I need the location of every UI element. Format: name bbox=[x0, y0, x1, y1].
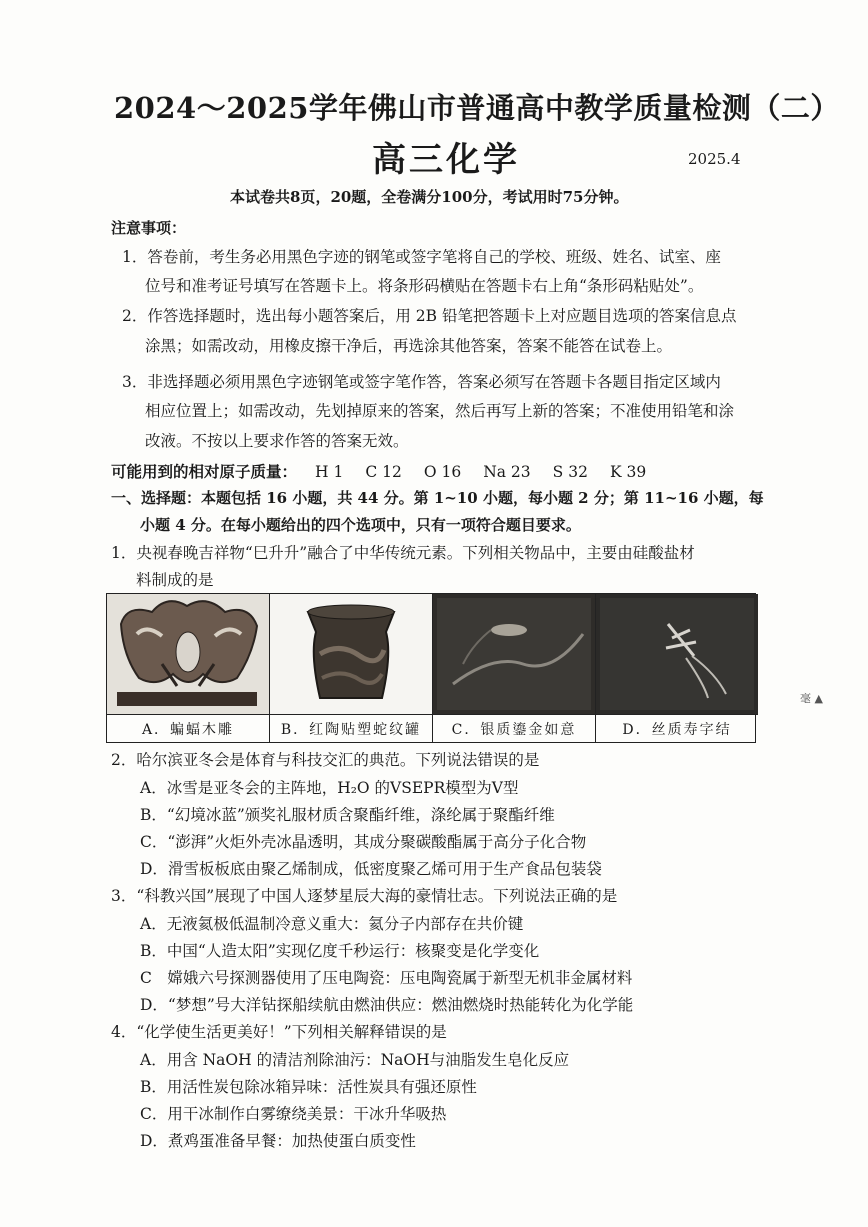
atomic-mass-k: K 39 bbox=[609, 463, 647, 481]
q1-option-d-caption: D．丝质寿字结 bbox=[622, 721, 732, 738]
q2-option-b: B．“幻境冰蓝”颁奖礼服材质含聚酯纤维，涤纶属于聚酯纤维 bbox=[140, 806, 555, 824]
q1-option-a-image bbox=[107, 594, 269, 715]
atomic-mass-label: 可能用到的相对原子质量： bbox=[111, 462, 298, 481]
exam-date: 2025.4 bbox=[688, 150, 741, 168]
atomic-mass-h: H 1 bbox=[315, 463, 344, 481]
q1-figure-table bbox=[106, 593, 756, 743]
atomic-mass-s: S 32 bbox=[552, 463, 588, 481]
exam-title: 2024～2025学年佛山市普通高中教学质量检测（二） bbox=[114, 91, 840, 125]
note-3-line-2: 相应位置上；如需改动，先划掉原来的答案，然后再写上新的答案；不准使用铅笔和涂 bbox=[145, 402, 735, 420]
q1-option-a-caption: A．蝙蝠木雕 bbox=[141, 721, 235, 738]
q1-option-b-cell bbox=[270, 594, 433, 742]
note-1-line-1: 1．答卷前，考生务必用黑色字迹的钢笔或签字笔将自己的学校、班级、姓名、试室、座 bbox=[122, 248, 721, 266]
note-2-line-2: 涂黑；如需改动，用橡皮擦干净后，再选涂其他答案，答案不能答在试卷上。 bbox=[145, 337, 673, 355]
q3-option-a: A．无液氦极低温制冷意义重大：氦分子内部存在共价键 bbox=[140, 915, 524, 933]
subject-title: 高三化学 bbox=[372, 140, 520, 180]
note-3-line-1: 3．非选择题必须用黑色字迹钢笔或签字笔作答，答案必须写在答题卡各题目指定区域内 bbox=[122, 373, 721, 391]
q3-option-c: C 嫦娥六号探测器使用了压电陶瓷：压电陶瓷属于新型无机非金属材料 bbox=[140, 969, 633, 987]
q1-option-d-cell bbox=[596, 594, 758, 742]
notes-heading: 注意事项： bbox=[111, 219, 187, 237]
q4-stem: 4．“化学使生活更美好！”下列相关解释错误的是 bbox=[111, 1023, 447, 1041]
q1-option-b-caption: B．红陶贴塑蛇纹罐 bbox=[280, 721, 422, 738]
q1-option-d-image bbox=[596, 594, 758, 715]
q2-option-d: D．滑雪板板底由聚乙烯制成，低密度聚乙烯可用于生产食品包装袋 bbox=[140, 860, 602, 878]
q1-option-c-caption: C．银质鎏金如意 bbox=[451, 721, 577, 738]
q3-option-b: B．中国“人造太阳”实现亿度千秒运行：核聚变是化学变化 bbox=[140, 942, 540, 960]
q1-option-b-image bbox=[270, 594, 432, 715]
q1-option-a-cell bbox=[107, 594, 270, 742]
q4-option-d: D．煮鸡蛋准备早餐：加热使蛋白质变性 bbox=[140, 1132, 416, 1150]
atomic-mass-c: C 12 bbox=[365, 463, 402, 481]
note-1-line-2: 位号和准考证号填写在答题卡上。将条形码横贴在答题卡右上角“条形码粘贴处”。 bbox=[145, 277, 704, 295]
atomic-mass-na: Na 23 bbox=[483, 463, 531, 481]
q1-option-c-cell bbox=[433, 594, 596, 742]
q1-stem-line-1: 1．央视春晚吉祥物“巳升升”融合了中华传统元素。下列相关物品中，主要由硅酸盐材 bbox=[111, 544, 695, 562]
q3-option-d: D．“梦想”号大洋钻探船续航由燃油供应：燃油燃烧时热能转化为化学能 bbox=[140, 996, 634, 1014]
q1-stem-line-2: 料制成的是 bbox=[136, 571, 214, 589]
q1-option-c-image bbox=[433, 594, 595, 715]
exam-info: 本试卷共8页，20题，全卷满分100分，考试用时75分钟。 bbox=[230, 188, 629, 206]
side-mark: 毫 ▲ bbox=[800, 692, 823, 705]
atomic-mass-line bbox=[111, 460, 668, 482]
note-2-line-1: 2．作答选择题时，选出每小题答案后，用 2B 铅笔把答题卡上对应题目选项的答案信息点 bbox=[122, 307, 737, 325]
q4-option-a: A．用含 NaOH 的清洁剂除油污：NaOH与油脂发生皂化反应 bbox=[140, 1051, 570, 1069]
q2-stem: 2．哈尔滨亚冬会是体育与科技交汇的典范。下列说法错误的是 bbox=[111, 751, 540, 769]
q4-option-b: B．用活性炭包除冰箱异味：活性炭具有强还原性 bbox=[140, 1078, 477, 1096]
q2-option-a: A．冰雪是亚冬会的主阵地，H₂O 的VSEPR模型为V型 bbox=[140, 779, 519, 797]
q4-option-c: C．用干冰制作白雾缭绕美景：干冰升华吸热 bbox=[140, 1105, 447, 1123]
section1-line-1: 一、选择题：本题包括 16 小题，共 44 分。第 1~10 小题，每小题 2 分；第 11~16 小题，每 bbox=[111, 489, 764, 507]
q3-stem: 3．“科教兴国”展现了中国人逐梦星辰大海的豪情壮志。下列说法正确的是 bbox=[111, 887, 618, 905]
atomic-mass-o: O 16 bbox=[423, 463, 462, 481]
q2-option-c: C．“澎湃”火炬外壳冰晶透明，其成分聚碳酸酯属于高分子化合物 bbox=[140, 833, 587, 851]
note-3-line-3: 改液。不按以上要求作答的答案无效。 bbox=[145, 432, 409, 450]
section1-line-2: 小题 4 分。在每小题给出的四个选项中，只有一项符合题目要求。 bbox=[140, 516, 581, 534]
